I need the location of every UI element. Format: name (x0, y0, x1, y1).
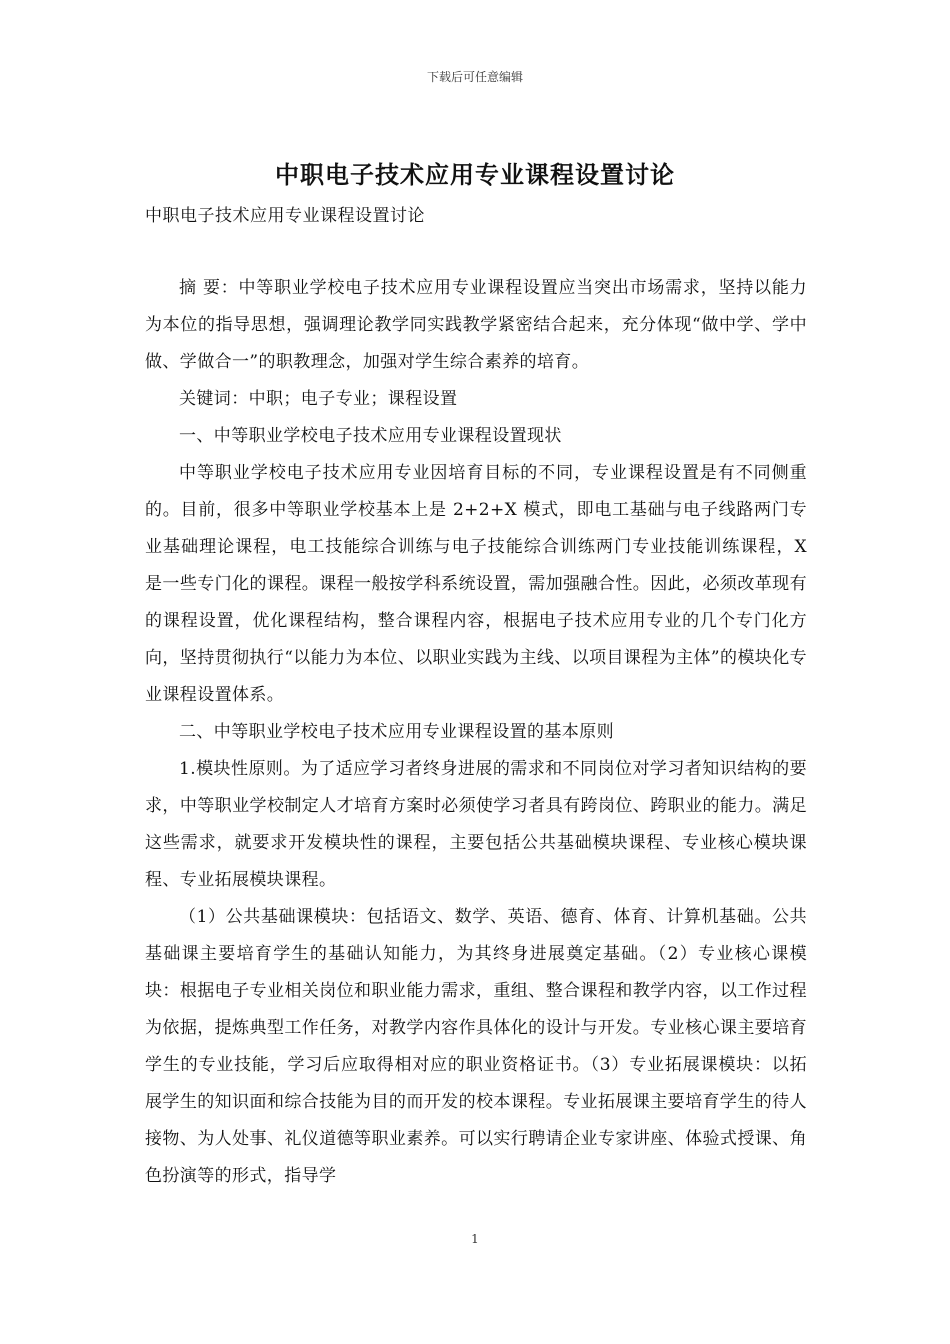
abstract-paragraph: 摘 要：中等职业学校电子技术应用专业课程设置应当突出市场需求，坚持以能力为本位的指导思想，强调理论教学同实践教学紧密结合起来，充分体现“做中学、学中做、学做合一”的职教理念，加强对学生综合素养的培育。 (145, 278, 807, 372)
document-body (145, 270, 807, 1195)
document-title: 中职电子技术应用专业课程设置讨论 (275, 160, 675, 189)
body-paragraph: 1.模块性原则。为了适应学习者终身进展的需求和不同岗位对学习者知识结构的要求，中等职业学校制定人才培育方案时必须使学习者具有跨岗位、跨职业的能力。满足这些需求，就要求开发模块性的课程，主要包括公共基础模块课程、专业核心模块课程、专业拓展模块课程。 (145, 759, 807, 890)
section-heading-2: 二、中等职业学校电子技术应用专业课程设置的基本原则 (179, 722, 614, 742)
page-number: 1 (471, 1232, 479, 1246)
body-paragraph: （1）公共基础课模块：包括语文、数学、英语、德育、体育、计算机基础。公共基础课主要培育学生的基础认知能力，为其终身进展奠定基础。（2）专业核心课模块：根据电子专业相关岗位和职业能力需求，重组、整合课程和教学内容，以工作过程为依据，提炼典型工作任务，对教学内容作具体化的设计与开发。专业核心课主要培育学生的专业技能，学习后应取得相对应的职业资格证书。（3）专业拓展课模块：以拓展学生的知识面和综合技能为目的而开发的校本课程。专业拓展课主要培育学生的待人接物、为人处事、礼仪道德等职业素养。可以实行聘请企业专家讲座、体验式授课、角色扮演等的形式，指导学 (145, 907, 807, 1186)
document-subtitle: 中职电子技术应用专业课程设置讨论 (145, 206, 425, 226)
header-note: 下载后可任意编辑 (426, 70, 523, 84)
section-heading-1: 一、中等职业学校电子技术应用专业课程设置现状 (179, 426, 562, 446)
keywords-paragraph: 关键词：中职；电子专业；课程设置 (179, 389, 458, 409)
body-paragraph: 中等职业学校电子技术应用专业因培育目标的不同，专业课程设置是有不同侧重的。目前，很多中等职业学校基本上是 2+2+X 模式，即电工基础与电子线路两门专业基础理论课程，电工技能综合训练与电子技能综合训练两门专业技能训练课程，X 是一些专门化的课程。课程一般按学科系统设置，需加强融合性。因此，必须改革现有的课程设置，优化课程结构，整合课程内容，根据电子技术应用专业的几个专门化方向，坚持贯彻执行“以能力为本位、以职业实践为主线、以项目课程为主体”的模块化专业课程设置体系。 (145, 463, 807, 705)
